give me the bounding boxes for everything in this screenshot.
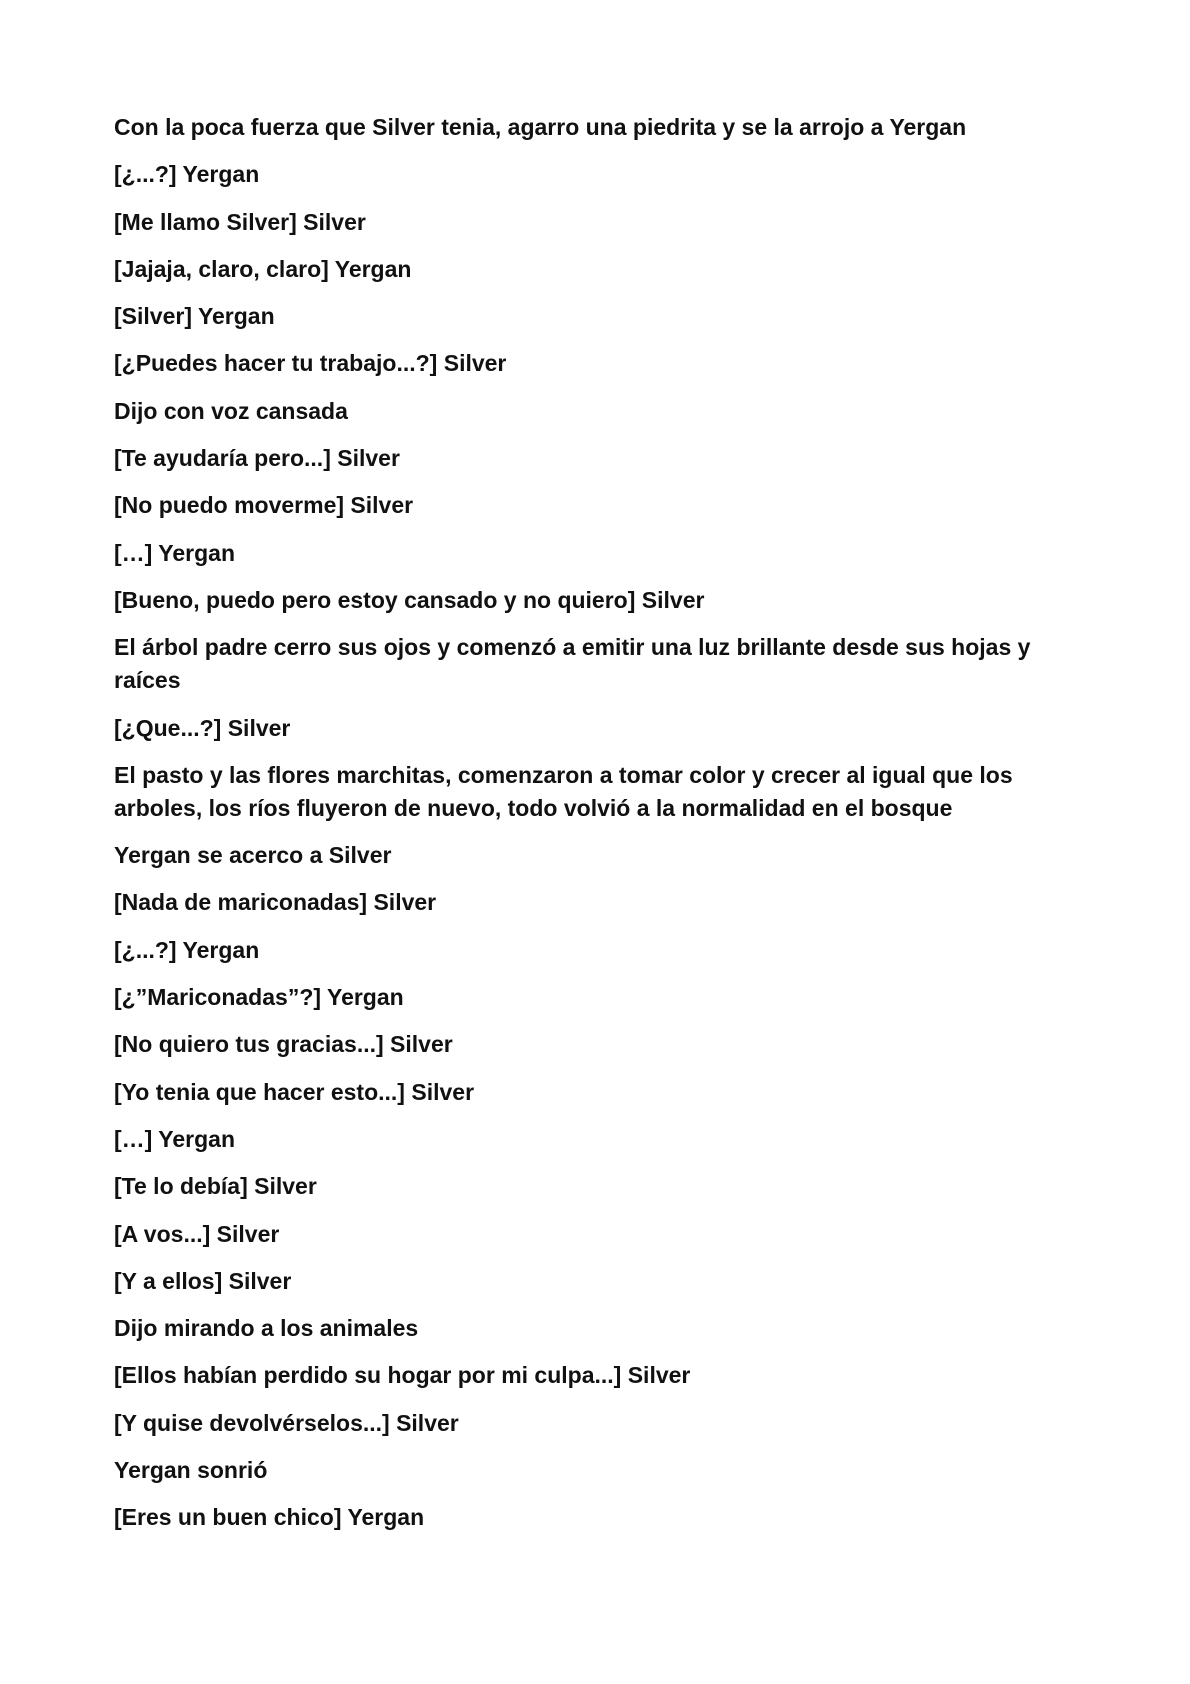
- paragraph: [Te ayudaría pero...] Silver: [114, 445, 400, 472]
- paragraph: [Nada de mariconadas] Silver: [114, 889, 437, 916]
- paragraph: […] Yergan: [114, 1125, 235, 1152]
- paragraph: Yergan sonrió: [114, 1457, 268, 1484]
- paragraph: El árbol padre cerro sus ojos y comenzó a emitir una luz brillante desde sus hojas y raíces: [114, 634, 1031, 694]
- paragraph: [A vos...] Silver: [114, 1220, 280, 1247]
- paragraph: [Jajaja, claro, claro] Yergan: [114, 255, 412, 282]
- paragraph: [Y a ellos] Silver: [114, 1267, 292, 1294]
- paragraph: [¿Que...?] Silver: [114, 714, 291, 741]
- paragraph: Yergan se acerco a Silver: [114, 842, 392, 869]
- paragraph: [Bueno, puedo pero estoy cansado y no quiero] Silver: [114, 586, 705, 613]
- paragraph: […] Yergan: [114, 539, 235, 566]
- paragraph: El pasto y las flores marchitas, comenzaron a tomar color y crecer al igual que los arboles, los ríos fluyeron de nuevo, todo volvió a la normalidad en el bosque: [114, 761, 1013, 821]
- paragraph: [Te lo debía] Silver: [114, 1173, 317, 1200]
- paragraph: Con la poca fuerza que Silver tenia, agarro una piedrita y se la arrojo a Yergan: [114, 114, 967, 140]
- paragraph: [¿...?] Yergan: [114, 161, 260, 188]
- paragraph: [Y quise devolvérselos...] Silver: [114, 1409, 459, 1436]
- paragraph: [Eres un buen chico] Yergan: [114, 1504, 425, 1531]
- paragraph: [No puedo moverme] Silver: [114, 492, 414, 519]
- paragraph: [Silver] Yergan: [114, 303, 275, 330]
- paragraph: Dijo mirando a los animales: [114, 1315, 419, 1342]
- paragraph: [Yo tenia que hacer esto...] Silver: [114, 1078, 475, 1105]
- paragraph: [No quiero tus gracias...] Silver: [114, 1031, 453, 1058]
- paragraph: [¿...?] Yergan: [114, 936, 260, 963]
- paragraph: [¿Puedes hacer tu trabajo...?] Silver: [114, 350, 507, 377]
- paragraph: [¿”Mariconadas”?] Yergan: [114, 984, 404, 1011]
- paragraph: Dijo con voz cansada: [114, 397, 348, 424]
- paragraph: [Me llamo Silver] Silver: [114, 208, 366, 235]
- document-body: [114, 111, 1089, 1549]
- paragraph: [Ellos habían perdido su hogar por mi culpa...] Silver: [114, 1362, 691, 1389]
